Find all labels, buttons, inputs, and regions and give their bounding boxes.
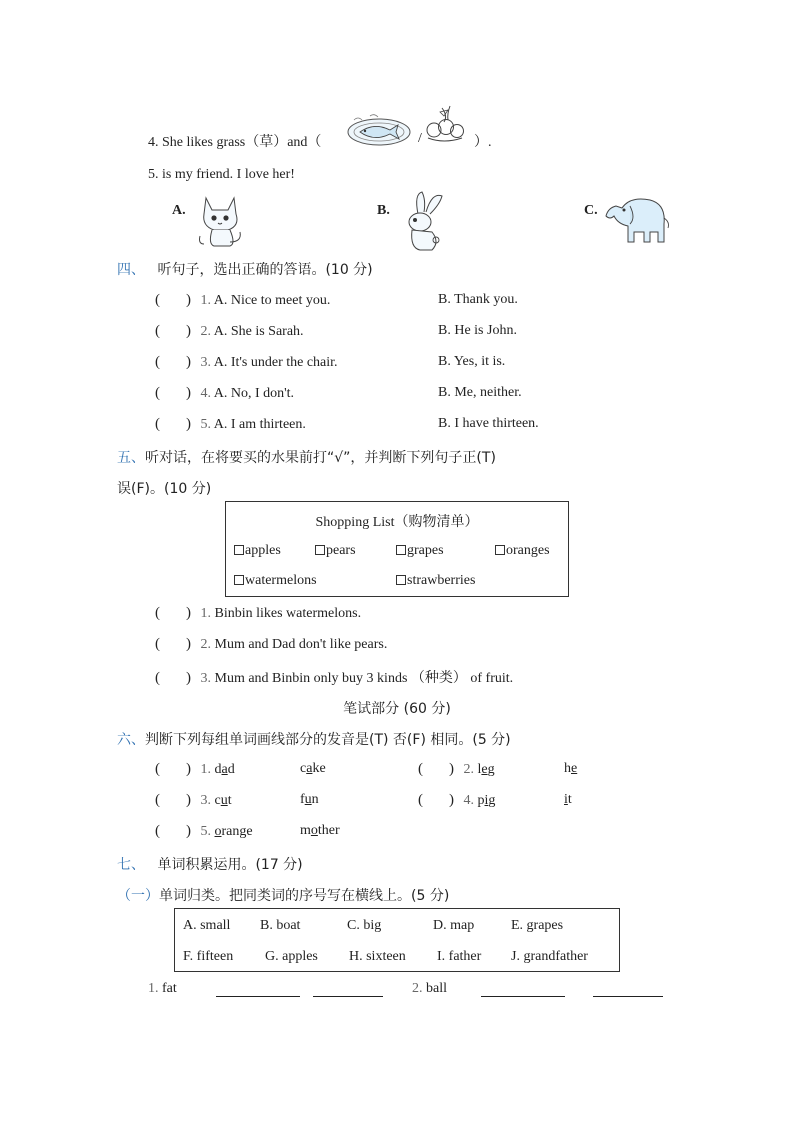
section7-subheading xyxy=(117,885,449,905)
answer-paren-close: ) xyxy=(186,761,191,777)
answer-paren-open[interactable]: ( xyxy=(418,792,423,808)
word-1: dad xyxy=(214,762,235,777)
answer-paren-open[interactable]: ( xyxy=(155,292,160,308)
classify-question-1 xyxy=(148,981,177,997)
shopping-list-title: Shopping List（购物清单） xyxy=(315,515,479,530)
subsection-number: （一） xyxy=(117,888,159,904)
list-item xyxy=(155,667,513,687)
section-title: 单词积累运用。(17 分) xyxy=(157,857,303,873)
checkbox-icon xyxy=(396,545,406,555)
item-word: ball xyxy=(426,981,447,996)
list-item xyxy=(155,636,387,653)
answer-paren-close: ) xyxy=(186,385,191,401)
answer-paren-close: ) xyxy=(449,761,454,777)
item-number: 1. xyxy=(148,981,159,996)
option-b: B. Me, neither. xyxy=(438,385,522,400)
fruit-label: watermelons xyxy=(245,573,317,588)
answer-paren-close: ) xyxy=(186,636,191,652)
word-2: cake xyxy=(300,761,326,776)
section4-heading xyxy=(117,259,373,279)
answer-paren-close: ) xyxy=(186,792,191,808)
answer-paren-close: ) xyxy=(186,354,191,370)
list-item xyxy=(155,761,235,778)
word-option: J. grandfather xyxy=(511,949,588,964)
q5-option-b: B. xyxy=(377,203,390,218)
checkbox-oranges[interactable] xyxy=(495,543,550,559)
word-1: leg xyxy=(477,762,495,777)
word-option: D. map xyxy=(433,918,475,933)
answer-blank[interactable] xyxy=(481,996,565,997)
word-option: C. big xyxy=(347,918,382,933)
word-option: I. father xyxy=(437,949,482,964)
answer-paren-open[interactable]: ( xyxy=(155,385,160,401)
item-number: 3. xyxy=(200,671,211,686)
item-number: 1. xyxy=(200,293,211,308)
checkbox-strawberries[interactable] xyxy=(396,573,475,589)
option-a: A. No, I don't. xyxy=(213,386,295,401)
checkbox-watermelons[interactable] xyxy=(234,573,317,589)
list-item xyxy=(155,823,253,840)
answer-paren-open[interactable]: ( xyxy=(418,761,423,777)
elephant-icon xyxy=(600,194,672,248)
section-title: 判断下列每组单词画线部分的发音是(T) 否(F) 相同。(5 分) xyxy=(145,732,511,748)
q5-option-a: A. xyxy=(172,203,186,218)
option-a: A. It's under the chair. xyxy=(213,355,338,370)
fruit-label: pears xyxy=(326,543,356,558)
list-item xyxy=(155,323,304,340)
section-number: 七、 xyxy=(117,857,145,873)
answer-paren-open[interactable]: ( xyxy=(155,416,160,432)
word-bank-box xyxy=(174,908,620,972)
section-title: 听句子，选出正确的答语。(10 分) xyxy=(157,262,373,278)
list-item xyxy=(155,292,330,309)
answer-paren-close: ) xyxy=(186,670,191,686)
item-number: 1. xyxy=(200,762,211,777)
section-number: 四、 xyxy=(117,262,145,278)
item-text: Binbin likes watermelons. xyxy=(214,606,362,621)
subsection-title: 单词归类。把同类词的序号写在横线上。(5 分) xyxy=(159,888,450,904)
word-option: H. sixteen xyxy=(349,949,406,964)
answer-paren-open[interactable]: ( xyxy=(155,792,160,808)
cat-icon xyxy=(194,192,248,250)
answer-paren-open[interactable]: ( xyxy=(155,605,160,621)
item-number: 4. xyxy=(200,386,211,401)
word-2: he xyxy=(564,761,578,776)
answer-blank[interactable] xyxy=(313,996,383,997)
option-a: A. I am thirteen. xyxy=(213,417,306,432)
word-1: cut xyxy=(214,793,232,808)
word-2: fun xyxy=(300,792,319,807)
answer-paren-open[interactable]: ( xyxy=(155,354,160,370)
q4-text-b: ）. xyxy=(474,135,492,150)
item-number: 3. xyxy=(200,793,211,808)
written-part-header: 笔试部分 (60 分) xyxy=(343,701,451,717)
q4-slash: / xyxy=(418,131,422,146)
checkbox-icon xyxy=(234,545,244,555)
answer-paren-close: ) xyxy=(186,823,191,839)
item-text: Mum and Dad don't like pears. xyxy=(214,637,388,652)
option-b: B. Thank you. xyxy=(438,292,518,307)
item-number: 2. xyxy=(200,637,211,652)
answer-paren-close: ) xyxy=(449,792,454,808)
fruit-label: strawberries xyxy=(407,573,476,588)
checkbox-icon xyxy=(234,575,244,585)
answer-paren-close: ) xyxy=(186,605,191,621)
item-number: 2. xyxy=(200,324,211,339)
list-item xyxy=(155,385,294,402)
option-a: A. Nice to meet you. xyxy=(213,293,331,308)
answer-paren-open[interactable]: ( xyxy=(155,823,160,839)
answer-paren-close: ) xyxy=(186,323,191,339)
item-number: 5. xyxy=(200,824,211,839)
checkbox-apples[interactable] xyxy=(234,543,281,559)
rabbit-icon xyxy=(396,190,454,252)
checkbox-pears[interactable] xyxy=(315,543,356,559)
word-option: G. apples xyxy=(265,949,318,964)
section7-heading xyxy=(117,854,303,874)
item-number: 2. xyxy=(463,762,474,777)
answer-blank[interactable] xyxy=(593,996,663,997)
answer-paren-open[interactable]: ( xyxy=(155,636,160,652)
item-number: 3. xyxy=(200,355,211,370)
item-number: 5. xyxy=(200,417,211,432)
answer-paren-open[interactable]: ( xyxy=(155,761,160,777)
word-option: F. fifteen xyxy=(183,949,234,964)
fruit-basket-icon xyxy=(422,102,466,144)
word-option: E. grapes xyxy=(511,918,564,933)
list-item xyxy=(155,792,232,809)
section-number: 五、 xyxy=(117,450,145,466)
checkbox-grapes[interactable] xyxy=(396,543,444,559)
answer-paren-open[interactable]: ( xyxy=(155,323,160,339)
list-item xyxy=(418,792,495,809)
item-word: fat xyxy=(162,981,177,996)
section-number: 六、 xyxy=(117,732,145,748)
checkbox-icon xyxy=(495,545,505,555)
list-item xyxy=(155,416,306,433)
word-option: B. boat xyxy=(260,918,301,933)
fruit-label: apples xyxy=(245,543,281,558)
q5-text: 5. is my friend. I love her! xyxy=(148,167,295,182)
option-b: B. Yes, it is. xyxy=(438,354,506,369)
q4-line xyxy=(148,131,321,151)
answer-paren-open[interactable]: ( xyxy=(155,670,160,686)
answer-paren-close: ) xyxy=(186,416,191,432)
option-b: B. He is John. xyxy=(438,323,517,338)
word-option: A. small xyxy=(183,918,231,933)
classify-question-2 xyxy=(412,981,447,997)
item-number: 4. xyxy=(463,793,474,808)
fish-plate-icon xyxy=(346,112,412,148)
item-number: 2. xyxy=(412,981,423,996)
list-item xyxy=(155,605,361,622)
q4-text-a: 4. She likes grass（草）and（ xyxy=(148,135,322,150)
section6-heading xyxy=(117,729,511,749)
option-b: B. I have thirteen. xyxy=(438,416,539,431)
section5-heading xyxy=(117,447,496,467)
word-1: pig xyxy=(477,793,496,808)
q5-option-c: C. xyxy=(584,203,598,218)
list-item xyxy=(155,354,338,371)
option-a: A. She is Sarah. xyxy=(213,324,304,339)
section-title-line2: 误(F)。(10 分) xyxy=(117,481,212,497)
answer-blank[interactable] xyxy=(216,996,300,997)
section-title-line1: 听对话，在将要买的水果前打“√”，并判断下列句子正(T) xyxy=(145,450,496,466)
word-1: orange xyxy=(214,824,253,839)
shopping-list-box xyxy=(225,501,569,597)
list-item xyxy=(418,761,495,778)
checkbox-icon xyxy=(396,575,406,585)
word-2: it xyxy=(564,792,572,807)
fruit-label: grapes xyxy=(407,543,444,558)
item-text: Mum and Binbin only buy 3 kinds （种类） of fruit. xyxy=(214,671,514,686)
answer-paren-close: ) xyxy=(186,292,191,308)
word-2: mother xyxy=(300,823,340,838)
item-number: 1. xyxy=(200,606,211,621)
fruit-label: oranges xyxy=(506,543,550,558)
checkbox-icon xyxy=(315,545,325,555)
